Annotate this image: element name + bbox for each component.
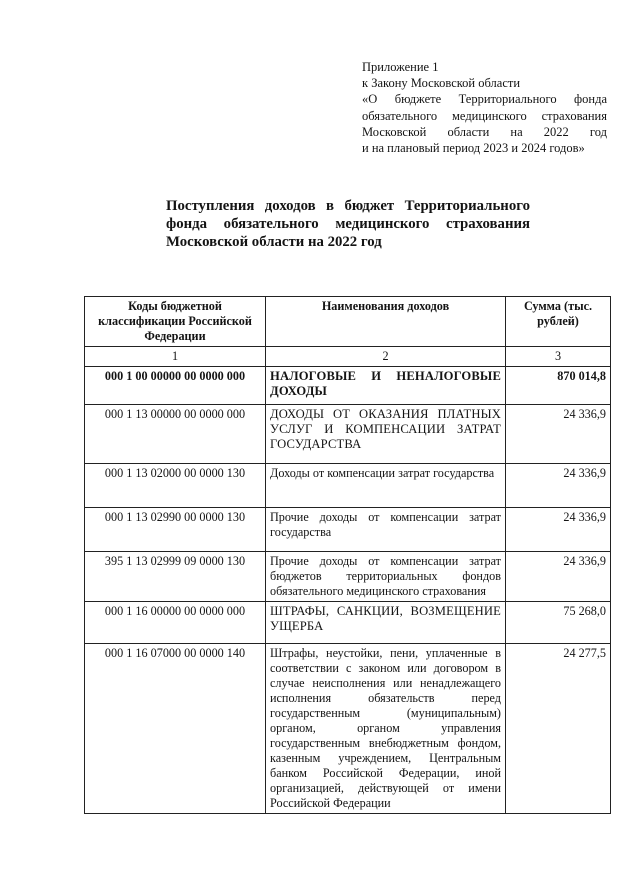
- row-name: НАЛОГОВЫЕ И НЕНАЛОГОВЫЕ ДОХОДЫ: [266, 367, 506, 405]
- row-code: 000 1 16 07000 00 0000 140: [85, 644, 266, 814]
- row-sum: 870 014,8: [506, 367, 611, 405]
- row-name: Прочие доходы от компенсации затрат государства: [266, 508, 506, 552]
- row-code: 000 1 00 00000 00 0000 000: [85, 367, 266, 405]
- appendix-line: Приложение 1: [362, 60, 439, 74]
- table-row: [85, 552, 611, 602]
- appendix-block: [362, 59, 607, 156]
- row-sum: 24 277,5: [506, 644, 611, 814]
- table-row: [85, 464, 611, 508]
- column-number: 3: [506, 347, 611, 367]
- row-name: Прочие доходы от компенсации затрат бюджетов территориальных фондов обязательного медицинского страхования: [266, 552, 506, 602]
- row-name: ШТРАФЫ, САНКЦИИ, ВОЗМЕЩЕНИЕ УЩЕРБА: [266, 602, 506, 644]
- revenue-table: [84, 296, 611, 814]
- row-code: 000 1 13 02990 00 0000 130: [85, 508, 266, 552]
- title-line: фонда обязательного медицинского страхования: [166, 216, 530, 232]
- row-sum: 24 336,9: [506, 464, 611, 508]
- column-number-row: [85, 347, 611, 367]
- title-line: Поступления доходов в бюджет Территориального: [166, 198, 530, 214]
- appendix-line: обязательного медицинского страхования: [362, 108, 607, 123]
- header-name: Наименования доходов: [266, 297, 506, 347]
- table-row: [85, 405, 611, 464]
- table-row: [85, 367, 611, 405]
- appendix-line: к Закону Московской области: [362, 76, 521, 91]
- title-line: Московской области на 2022 год: [166, 234, 382, 250]
- row-code: 000 1 16 00000 00 0000 000: [85, 602, 266, 644]
- row-sum: 24 336,9: [506, 552, 611, 602]
- row-name: ДОХОДЫ ОТ ОКАЗАНИЯ ПЛАТНЫХ УСЛУГ И КОМПЕНСАЦИИ ЗАТРАТ ГОСУДАРСТВА: [266, 405, 506, 464]
- row-sum: 24 336,9: [506, 405, 611, 464]
- table-row: [85, 508, 611, 552]
- appendix-line: и на плановый период 2023 и 2024 годов»: [362, 141, 585, 156]
- row-code: 000 1 13 00000 00 0000 000: [85, 405, 266, 464]
- table-header-row: [85, 297, 611, 347]
- row-sum: 75 268,0: [506, 602, 611, 644]
- row-code: 395 1 13 02999 09 0000 130: [85, 552, 266, 602]
- column-number: 2: [266, 347, 506, 367]
- row-sum: 24 336,9: [506, 508, 611, 552]
- row-name: Доходы от компенсации затрат государства: [266, 464, 506, 508]
- appendix-line: Московской области на 2022 год: [362, 124, 607, 139]
- document-title: [166, 197, 530, 251]
- header-code: Коды бюджетной классификации Российской Федерации: [85, 297, 266, 347]
- header-sum: Сумма (тыс. рублей): [506, 297, 611, 347]
- appendix-line: «О бюджете Территориального фонда: [362, 92, 607, 107]
- table-row: [85, 602, 611, 644]
- column-number: 1: [85, 347, 266, 367]
- table-row: [85, 644, 611, 814]
- row-name: Штрафы, неустойки, пени, уплаченные в соответствии с законом или договором в случае неисполнения или ненадлежащего исполнения обязательств перед государственным (муниципальным) органом, органом управления государственным внебюджетным фондом, казенным учреждением, Центральным банком Российской Федерации, иной организацией, действующей от имени Российской Федерации: [266, 644, 506, 814]
- row-code: 000 1 13 02000 00 0000 130: [85, 464, 266, 508]
